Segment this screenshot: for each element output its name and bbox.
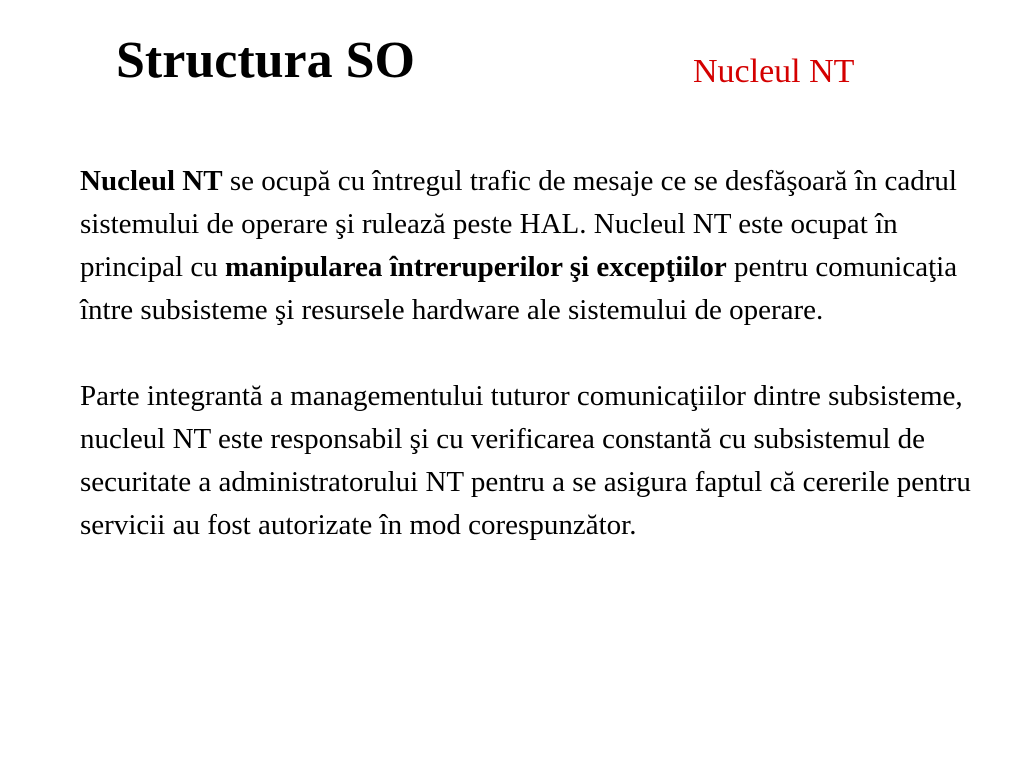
paragraph-kernel-role xyxy=(80,160,995,332)
paragraph-text: pentru comunicaţia între subsisteme şi resursele hardware ale sistemului de operare. xyxy=(80,251,958,326)
bold-term-interrupts: manipularea întreruperilor şi excepţiilor xyxy=(224,251,727,283)
paragraph-security: Parte integrantă a managementului tuturor comunicaţiilor dintre subsisteme, nucleul NT este responsabil şi cu verificarea constantă cu subsistemul de securitate a administratorului NT pentru a se asigura faptul că cererile pentru servicii au fost autorizate în mod corespunzător. xyxy=(80,380,971,541)
bold-term-kernel: Nucleul NT xyxy=(80,165,223,197)
slide-subtitle: Nucleul NT xyxy=(693,53,855,90)
slide-body xyxy=(80,160,995,547)
paragraph-text: se ocupă cu întregul trafic de mesaje ce se desfăşoară în cadrul sistemului de operare şi rulează peste HAL. Nucleul NT este ocupat în principal cu xyxy=(80,165,957,283)
slide-title: Structura SO xyxy=(116,32,415,89)
